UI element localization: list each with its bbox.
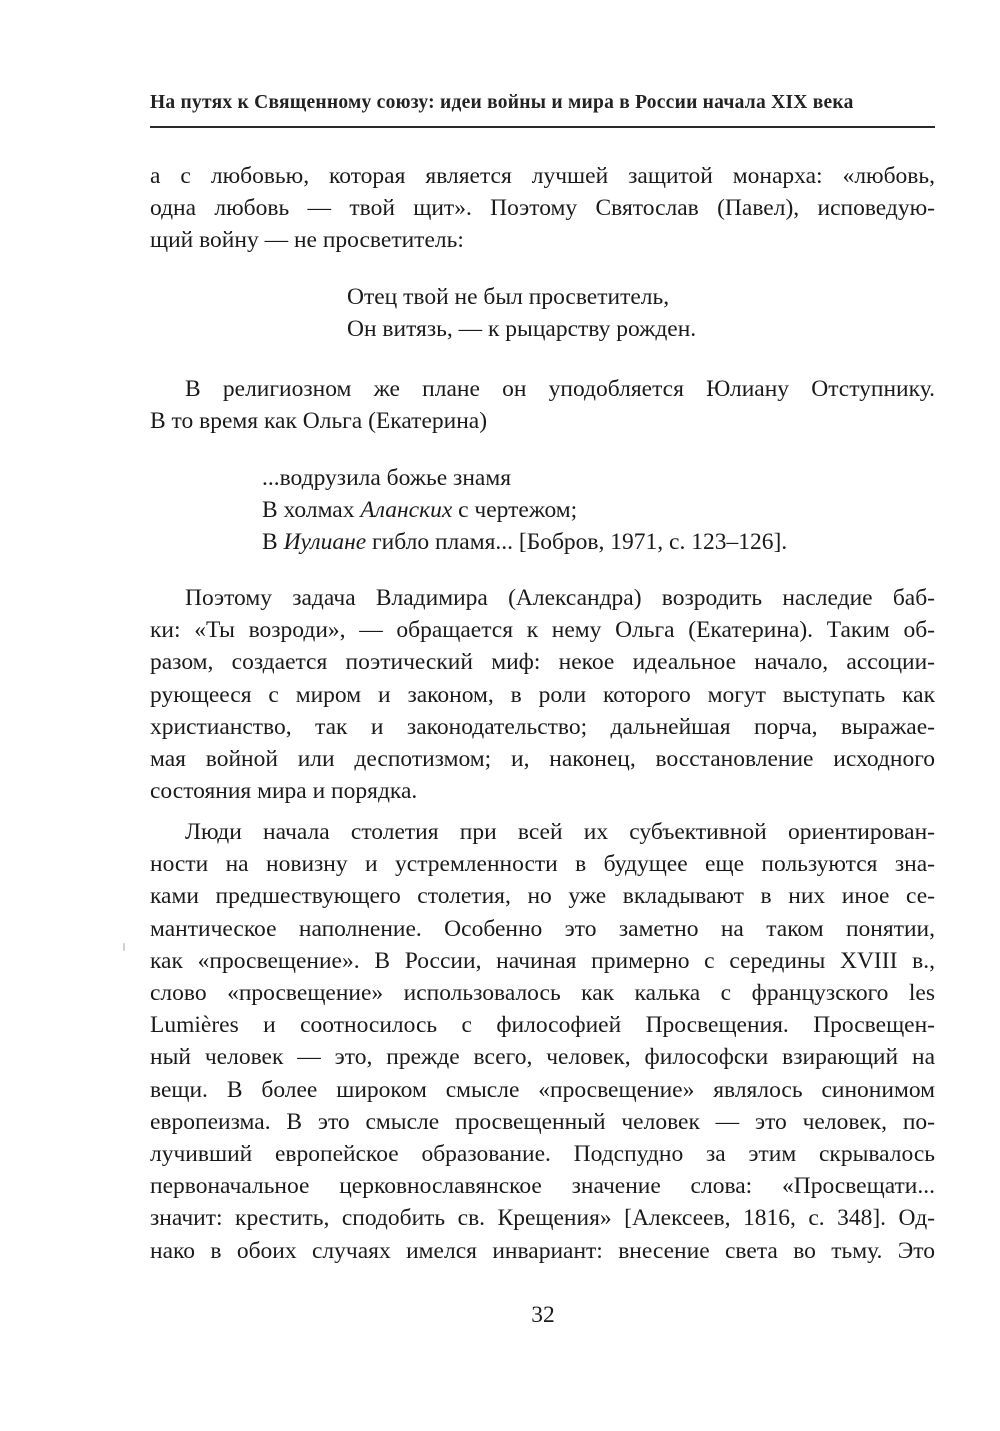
text-line: ности на новизну и устремленности в будущее еще пользуются зна- [150, 851, 935, 878]
text-line: европеизма. В это смысле просвещенный человек — это человек, по- [150, 1108, 935, 1135]
verse-text: В [262, 529, 284, 555]
verse-line: ...водрузила божье знамя [262, 465, 512, 491]
text-line: мантическое наполнение. Особенно это заметно на таком понятии, [150, 915, 935, 942]
verse-line: Он витязь, — к рыцарству рожден. [347, 316, 697, 342]
verse-citation: гибло пламя... [Бобров, 1971, с. 123–126]. [366, 529, 788, 555]
text-line: нако в обоих случаях имелся инвариант: внесение света во тьму. Это [150, 1237, 935, 1264]
paragraph-2 [150, 373, 935, 437]
text-line: вещи. В более широком смысле «просвещение» являлось синонимом [150, 1076, 935, 1103]
text-line: ками предшествующего столетия, но уже вкладывают в них иное се- [150, 883, 935, 910]
text-line: мая войной или деспотизмом; и, наконец, восстановление исходного [150, 746, 935, 773]
text-line: слово «просвещение» использовалось как калька с французского les [150, 980, 935, 1007]
header-rule [150, 126, 935, 128]
page-smudge [123, 943, 125, 951]
text-line: как «просвещение». В России, начиная примерно с середины XVIII в., [150, 947, 935, 974]
text-line: христианство, так и законодательство; дальнейшая порча, выражае- [150, 713, 935, 740]
text-line: В религиозном же плане он уподобляется Юлиану Отступнику. [185, 376, 935, 402]
text-line: лучивший европейское образование. Подспудно за этим скрывалось [150, 1141, 935, 1168]
paragraph-1 [150, 160, 935, 257]
text-line: Lumières и соотносилось с философией Просвещения. Просвещен- [150, 1012, 935, 1039]
verse-quote-2 [262, 462, 787, 558]
page-number: 32 [531, 1302, 555, 1328]
text-line: рующееся с миром и законом, в роли которого могут выступать как [150, 681, 935, 708]
text-line: Поэтому задача Владимира (Александра) возродить наследие баб- [185, 585, 935, 611]
verse-text: В холмах [262, 497, 361, 523]
verse-italic-name: Иулиане [283, 529, 367, 555]
paragraph-4 [150, 816, 935, 1267]
text-line: значит: крестить, сподобить св. Крещения» [Алексеев, 1816, с. 348]. Од- [150, 1205, 935, 1232]
text-line: Люди начала столетия при всей их субъективной ориентирован- [185, 819, 935, 845]
verse-line [262, 494, 787, 526]
text-line: ный человек — это, прежде всего, человек, философски взирающий на [150, 1044, 935, 1071]
verse-text: с чертежом; [452, 497, 578, 523]
text-line: ки: «Ты возроди», — обращается к нему Ольга (Екатерина). Таким об- [150, 617, 935, 644]
text-line: состояния мира и порядка. [150, 778, 418, 805]
text-line: одна любовь — твой щит». Поэтому Святослав (Павел), исповедую- [150, 195, 935, 222]
verse-italic-name: Аланских [360, 497, 453, 523]
running-header: На путях к Священному союзу: идеи войны и мира в России начала XIX века [150, 92, 854, 113]
verse-line: Отец твой не был просветитель, [347, 284, 670, 310]
text-line: первоначальное церковнославянское значение слова: «Просвещати... [150, 1173, 935, 1200]
text-line: В то время как Ольга (Екатерина) [150, 408, 488, 435]
verse-line [262, 526, 787, 558]
text-line: а с любовью, которая является лучшей защитой монарха: «любовь, [150, 163, 935, 189]
text-line: щий войну — не просветитель: [150, 227, 464, 254]
text-line: разом, создается поэтический миф: некое идеальное начало, ассоции- [150, 649, 935, 676]
paragraph-3 [150, 582, 935, 807]
verse-quote-1 [347, 281, 696, 345]
